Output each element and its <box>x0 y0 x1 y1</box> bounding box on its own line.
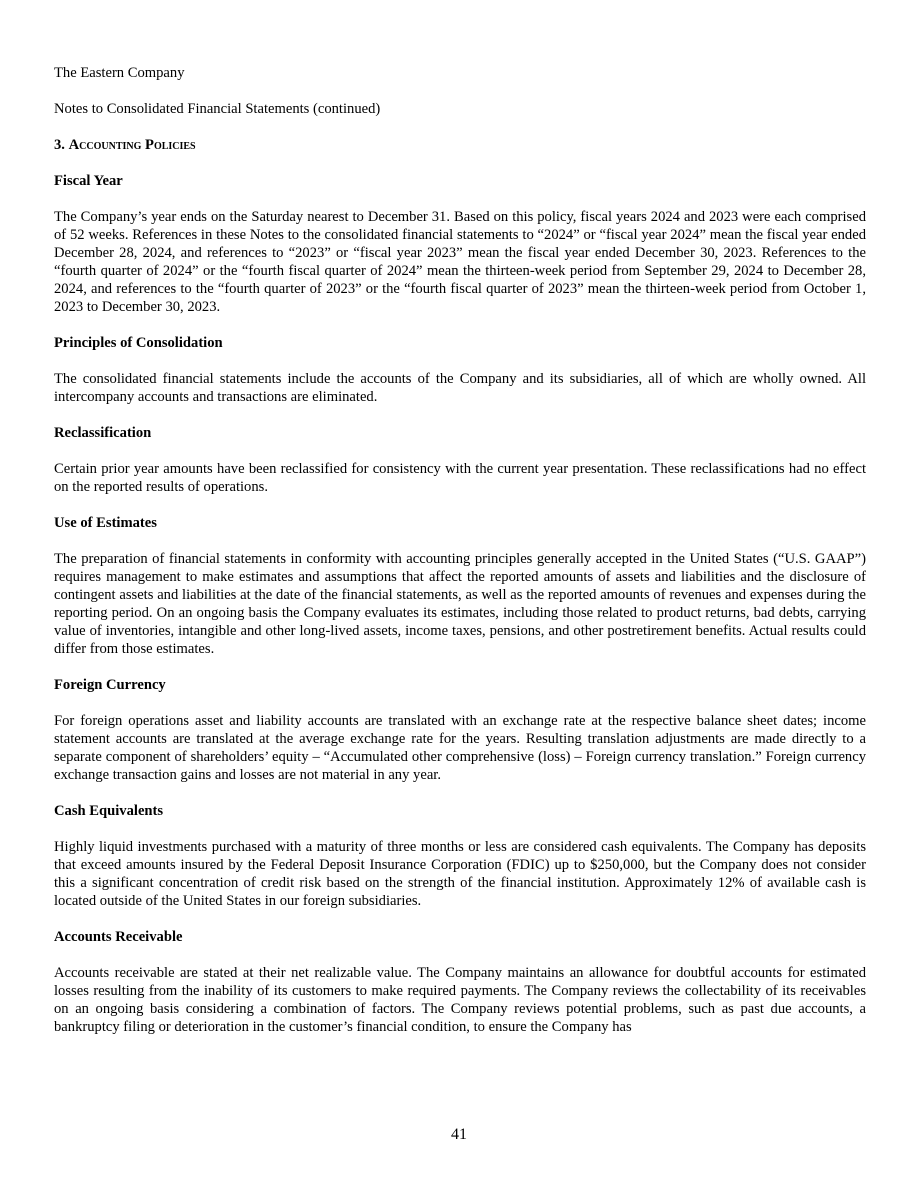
subsection-fiscal-year <box>54 172 866 316</box>
subsection-heading: Principles of Consolidation <box>54 335 223 351</box>
section-title <box>54 136 866 154</box>
subsection-heading: Reclassification <box>54 425 152 441</box>
company-name: The Eastern Company <box>54 65 185 81</box>
subsection-reclassification <box>54 424 866 496</box>
subsection-principles-of-consolidation <box>54 334 866 406</box>
page-number: 41 <box>451 1126 467 1143</box>
document-subtitle: Notes to Consolidated Financial Statements (continued) <box>54 101 381 117</box>
subsection-heading: Fiscal Year <box>54 173 123 189</box>
subsection-paragraph: The Company’s year ends on the Saturday nearest to December 31. Based on this policy, fiscal years 2024 and 2023 were each comprised of 52 weeks. References in these Notes to the consolidated financial statements to “2024” or “fiscal year 2024” mean the fiscal year ended December 28, 2024, and references to “2023” or “fiscal year 2023” mean the fiscal year ended December 30, 2023. References to the “fourth quarter of 2024” or the “fourth fiscal quarter of 2024” mean the thirteen-week period from September 29, 2024 to December 28, 2024, and references to the “fourth quarter of 2023” or the “fourth fiscal quarter of 2023” mean the thirteen-week period from October 1, 2023 to December 30, 2023. <box>54 209 866 315</box>
subsection-paragraph: The preparation of financial statements in conformity with accounting principles generally accepted in the United States (“U.S. GAAP”) requires management to make estimates and assumptions that affect the reported amounts of assets and liabilities and the disclosure of contingent assets and liabilities at the date of the financial statements, as well as the reported amounts of revenues and expenses during the reporting period. On an ongoing basis the Company evaluates its estimates, including those related to product returns, bad debts, carrying value of inventories, intangible and other long-lived assets, income taxes, pensions, and other postretirement benefits. Actual results could differ from those estimates. <box>54 551 866 657</box>
subsection-heading: Cash Equivalents <box>54 803 164 819</box>
subsection-heading: Accounts Receivable <box>54 929 183 945</box>
subsection-heading: Use of Estimates <box>54 515 157 531</box>
document-page <box>54 64 866 1036</box>
section-title-text: Accounting Policies <box>68 137 196 153</box>
subsection-accounts-receivable <box>54 928 866 1036</box>
section-number: 3. <box>54 137 65 153</box>
subsection-cash-equivalents <box>54 802 866 910</box>
subsection-heading: Foreign Currency <box>54 677 166 693</box>
subsection-use-of-estimates <box>54 514 866 658</box>
subsection-paragraph: The consolidated financial statements include the accounts of the Company and its subsidiaries, all of which are wholly owned. All intercompany accounts and transactions are eliminated. <box>54 371 866 405</box>
subsection-paragraph: Accounts receivable are stated at their net realizable value. The Company maintains an allowance for doubtful accounts for estimated losses resulting from the inability of its customers to make required payments. The Company reviews the collectability of its receivables on an ongoing basis considering a combination of factors. The Company reviews potential problems, such as past due accounts, a bankruptcy filing or deterioration in the customer’s financial condition, to ensure the Company has <box>54 965 866 1035</box>
subsection-paragraph: For foreign operations asset and liability accounts are translated with an exchange rate at the respective balance sheet dates; income statement accounts are translated at the average exchange rate for the years. Resulting translation adjustments are made directly to a separate component of shareholders’ equity – “Accumulated other comprehensive (loss) – Foreign currency translation.” Foreign currency exchange transaction gains and losses are not material in any year. <box>54 713 866 783</box>
subsection-paragraph: Highly liquid investments purchased with a maturity of three months or less are considered cash equivalents. The Company has deposits that exceed amounts insured by the Federal Deposit Insurance Corporation (FDIC) up to $250,000, but the Company does not consider this a significant concentration of credit risk based on the strength of the financial institution. Approximately 12% of available cash is located outside of the United States in our foreign subsidiaries. <box>54 839 866 909</box>
subsection-paragraph: Certain prior year amounts have been reclassified for consistency with the current year presentation. These reclassifications had no effect on the reported results of operations. <box>54 461 866 495</box>
subsection-foreign-currency <box>54 676 866 784</box>
